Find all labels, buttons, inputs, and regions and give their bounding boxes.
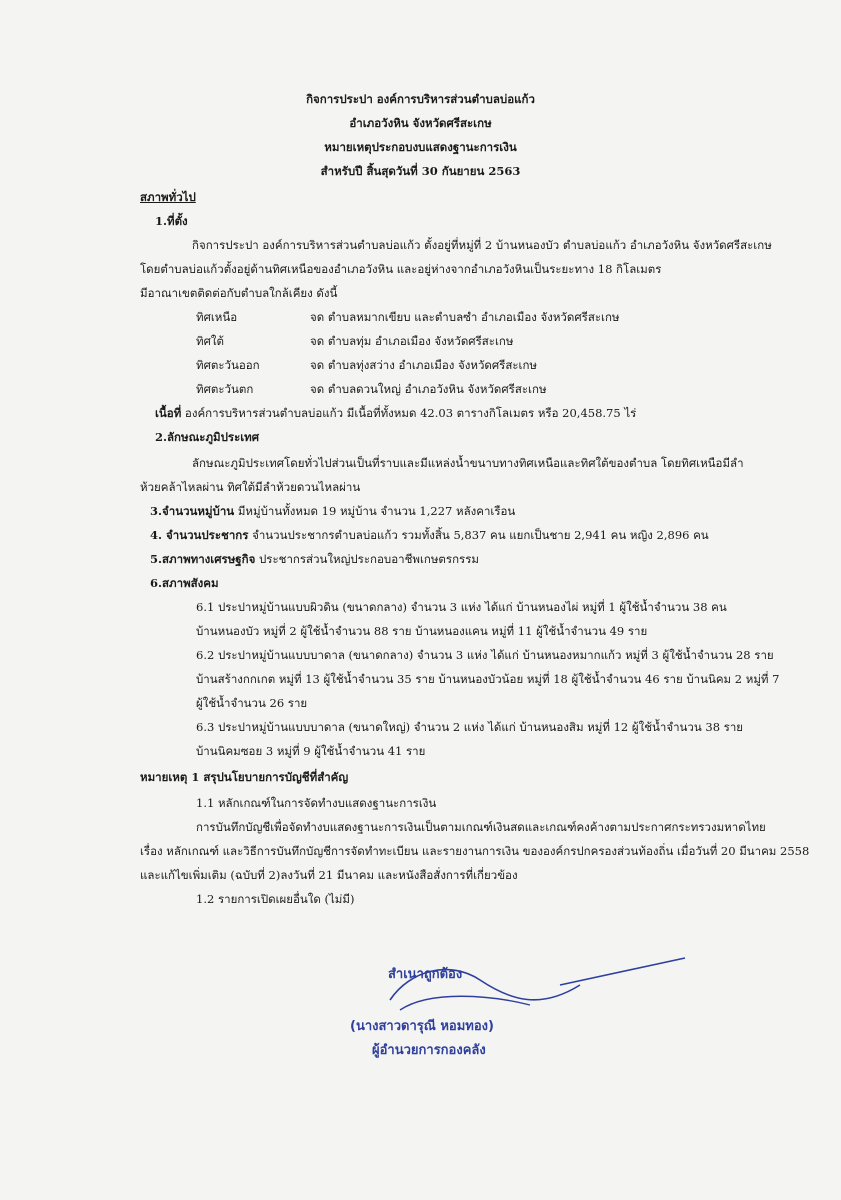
villages-label: 3.จำนวนหมู่บ้าน — [150, 504, 235, 518]
header-line-3: หมายเหตุประกอบงบแสดงฐานะการเงิน — [324, 140, 517, 154]
social-line: บ้านสร้างกกเกต หมู่ที่ 13 ผู้ใช้น้ำจำนวน 35 ราย บ้านหนองบัวน้อย หมู่ที่ 18 ผู้ใช้น้ำจำนวน 46 ราย บ้านนิคม 2 หมู่ที่ 7 — [196, 672, 780, 686]
terrain-paragraph-2: ห้วยคล้าไหลผ่าน ทิศใต้มีลำห้วยดวนไหลผ่าน — [140, 480, 361, 494]
note-1-paragraph-2: เรื่อง หลักเกณฑ์ และวิธีการบันทึกบัญชีการจัดทำทะเบียน และรายงานการเงิน ขององค์กรปกครองส่วนท้องถิ่น เมื่อวันที่ 20 มีนาคม 2558 — [140, 844, 810, 858]
signatory-position: ผู้อำนวยการกองคลัง — [372, 1043, 486, 1058]
signature-icon — [330, 950, 690, 1030]
villages-line — [150, 504, 515, 518]
heading-location: 1.ที่ตั้ง — [155, 214, 188, 228]
population-line — [150, 528, 709, 542]
economy-text: ประชากรส่วนใหญ่ประกอบอาชีพเกษตรกรรม — [255, 552, 479, 566]
population-label: 4. จำนวนประชากร — [150, 528, 249, 542]
heading-social: 6.สภาพสังคม — [150, 576, 219, 590]
social-line: บ้านหนองบัว หมู่ที่ 2 ผู้ใช้น้ำจำนวน 88 ราย บ้านหนองแคน หมู่ที่ 11 ผู้ใช้น้ำจำนวน 49 ราย — [196, 624, 648, 638]
note-1-paragraph-3: และแก้ไขเพิ่มเติม (ฉบับที่ 2)ลงวันที่ 21 มีนาคม และหนังสือสั่งการที่เกี่ยวข้อง — [140, 868, 518, 882]
border-direction: ทิศเหนือ — [196, 310, 238, 324]
border-direction: ทิศตะวันออก — [196, 358, 260, 372]
header-line-1: กิจการประปา องค์การบริหารส่วนตำบลบ่อแก้ว — [306, 92, 535, 106]
heading-note-1: หมายเหตุ 1 สรุปนโยบายการบัญชีที่สำคัญ — [140, 770, 349, 784]
location-paragraph-3: มีอาณาเขตติดต่อกับตำบลใกล้เคียง ดังนี้ — [140, 286, 338, 300]
location-paragraph-2: โดยตำบลบ่อแก้วตั้งอยู่ด้านทิศเหนือของอำเภอวังหิน และอยู่ห่างจากอำเภอวังหินเป็นระยะทาง 18 กิโลเมตร — [140, 262, 662, 276]
social-line: 6.3 ประปาหมู่บ้านแบบบาดาล (ขนาดใหญ่) จำนวน 2 แห่ง ได้แก่ บ้านหนองสิม หมู่ที่ 12 ผู้ใช้น้ำจำนวน 38 ราย — [196, 720, 744, 734]
social-line: บ้านนิคมซอย 3 หมู่ที่ 9 ผู้ใช้น้ำจำนวน 41 ราย — [196, 744, 426, 758]
border-description: จด ตำบลดวนใหญ่ อำเภอวังหิน จังหวัดศรีสะเกษ — [310, 382, 547, 396]
note-1-sub-1: 1.1 หลักเกณฑ์ในการจัดทำงบแสดงฐานะการเงิน — [196, 796, 437, 810]
social-line: ผู้ใช้น้ำจำนวน 26 ราย — [196, 696, 308, 710]
area-text: องค์การบริหารส่วนตำบลบ่อแก้ว มีเนื้อที่ทั้งหมด 42.03 ตารางกิโลเมตร หรือ 20,458.75 ไร่ — [181, 406, 637, 420]
header-line-4: สำหรับปี สิ้นสุดวันที่ 30 กันยายน 2563 — [320, 164, 521, 178]
economy-line — [150, 552, 479, 566]
section-title-general: สภาพทั่วไป — [140, 190, 196, 204]
border-description: จด ตำบลทุ่ม อำเภอเมือง จังหวัดศรีสะเกษ — [310, 334, 514, 348]
signatory-name: (นางสาวดารุณี หอมทอง) — [350, 1019, 494, 1034]
social-line: 6.1 ประปาหมู่บ้านแบบผิวดิน (ขนาดกลาง) จำนวน 3 แห่ง ได้แก่ บ้านหนองไผ่ หมู่ที่ 1 ผู้ใช้น้ำจำนวน 38 คน — [196, 600, 727, 614]
area-line — [155, 406, 636, 420]
economy-label: 5.สภาพทางเศรษฐกิจ — [150, 552, 256, 566]
social-line: 6.2 ประปาหมู่บ้านแบบบาดาล (ขนาดกลาง) จำนวน 3 แห่ง ได้แก่ บ้านหนองหมากแก้ว หมู่ที่ 3 ผู้ใช้น้ำจำนวน 28 ราย — [196, 648, 774, 662]
note-1-sub-2: 1.2 รายการเปิดเผยอื่นใด (ไม่มี) — [196, 892, 355, 906]
border-description: จด ตำบลหมากเขียบ และตำบลซำ อำเภอเมือง จังหวัดศรีสะเกษ — [310, 310, 620, 324]
note-1-paragraph-1: การบันทึกบัญชีเพื่อจัดทำงบแสดงฐานะการเงินเป็นตามเกณฑ์เงินสดและเกณฑ์คงค้างตามประกาศกระทรวงมหาดไทย — [196, 820, 766, 834]
heading-terrain: 2.ลักษณะภูมิประเทศ — [155, 430, 260, 444]
border-direction: ทิศตะวันตก — [196, 382, 254, 396]
area-label: เนื้อที่ — [155, 406, 182, 420]
location-paragraph-1: กิจการประปา องค์การบริหารส่วนตำบลบ่อแก้ว ตั้งอยู่ที่หมู่ที่ 2 บ้านหนองบัว ตำบลบ่อแก้ว อำเภอวังหิน จังหวัดศรีสะเกษ — [192, 238, 772, 252]
border-direction: ทิศใต้ — [196, 334, 224, 348]
border-description: จด ตำบลทุ่งสว่าง อำเภอเมือง จังหวัดศรีสะเกษ — [310, 358, 538, 372]
certified-stamp: สำเนาถูกต้อง — [388, 967, 463, 982]
population-text: จำนวนประชากรตำบลบ่อแก้ว รวมทั้งสิ้น 5,837 คน แยกเป็นชาย 2,941 คน หญิง 2,896 คน — [248, 528, 709, 542]
villages-text: มีหมู่บ้านทั้งหมด 19 หมู่บ้าน จำนวน 1,227 หลังคาเรือน — [234, 504, 516, 518]
header-line-2: อำเภอวังหิน จังหวัดศรีสะเกษ — [349, 116, 492, 130]
terrain-paragraph-1: ลักษณะภูมิประเทศโดยทั่วไปส่วนเป็นที่ราบและมีแหล่งน้ำขนาบทางทิศเหนือและทิศใต้ของตำบล โดยทิศเหนือมีลำ — [192, 456, 744, 470]
